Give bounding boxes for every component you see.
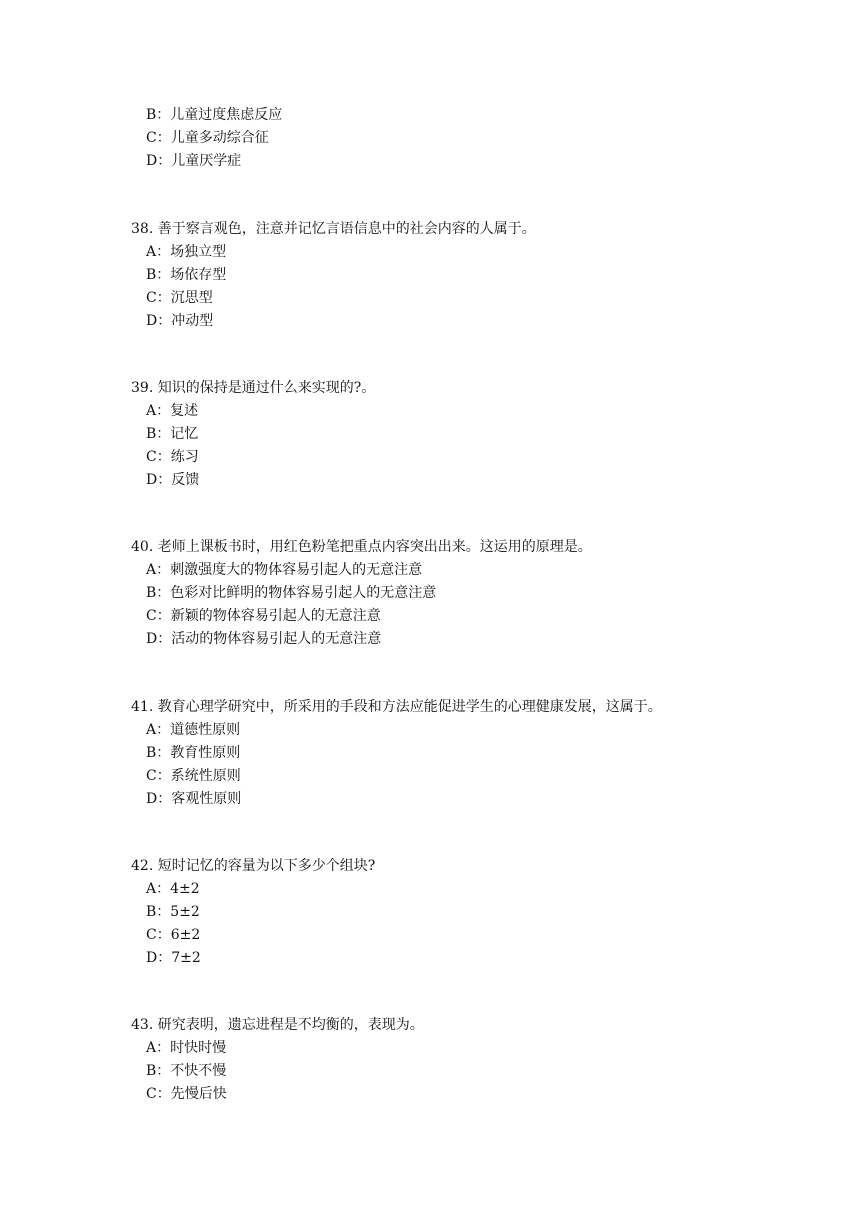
option-b: B：5±2 (146, 904, 200, 920)
option-a: A：场独立型 (146, 244, 227, 260)
option-b: B：不快不慢 (146, 1063, 227, 1079)
option-a: A：刺激强度大的物体容易引起人的无意注意 (146, 562, 423, 578)
option-c: C：先慢后快 (146, 1086, 227, 1102)
option-c: C：新颖的物体容易引起人的无意注意 (146, 608, 381, 624)
option-d: D：活动的物体容易引起人的无意注意 (146, 631, 382, 647)
option-c: C：系统性原则 (146, 768, 241, 784)
option-d: D：7±2 (146, 950, 201, 966)
option-c: C：沉思型 (146, 290, 213, 306)
question-39-stem: 39. 知识的保持是通过什么来实现的?。 (131, 380, 376, 396)
question-42-stem: 42. 短时记忆的容量为以下多少个组块? (131, 858, 376, 874)
option-d: D：儿童厌学症 (146, 153, 242, 169)
question-43-stem: 43. 研究表明，遗忘进程是不均衡的，表现为。 (131, 1017, 424, 1033)
option-c: C：练习 (146, 449, 199, 465)
option-c: C：儿童多动综合征 (146, 130, 269, 146)
option-b: B：教育性原则 (146, 745, 241, 761)
option-b: B：色彩对比鲜明的物体容易引起人的无意注意 (146, 585, 437, 601)
question-41-stem: 41. 教育心理学研究中，所采用的手段和方法应能促进学生的心理健康发展，这属于。 (131, 699, 662, 715)
option-a: A：时快时慢 (146, 1040, 227, 1056)
question-38-stem: 38. 善于察言观色，注意并记忆言语信息中的社会内容的人属于。 (131, 221, 536, 237)
option-c: C：6±2 (146, 927, 201, 943)
option-a: A：4±2 (146, 881, 200, 897)
option-d: D：冲动型 (146, 313, 214, 329)
option-b: B：儿童过度焦虑反应 (146, 107, 283, 123)
option-a: A：道德性原则 (146, 722, 241, 738)
option-b: B：记忆 (146, 426, 199, 442)
option-d: D：反馈 (146, 472, 200, 488)
option-b: B：场依存型 (146, 267, 227, 283)
question-40-stem: 40. 老师上课板书时，用红色粉笔把重点内容突出出来。这运用的原理是。 (131, 539, 592, 555)
option-a: A：复述 (146, 403, 199, 419)
option-d: D：客观性原则 (146, 791, 242, 807)
